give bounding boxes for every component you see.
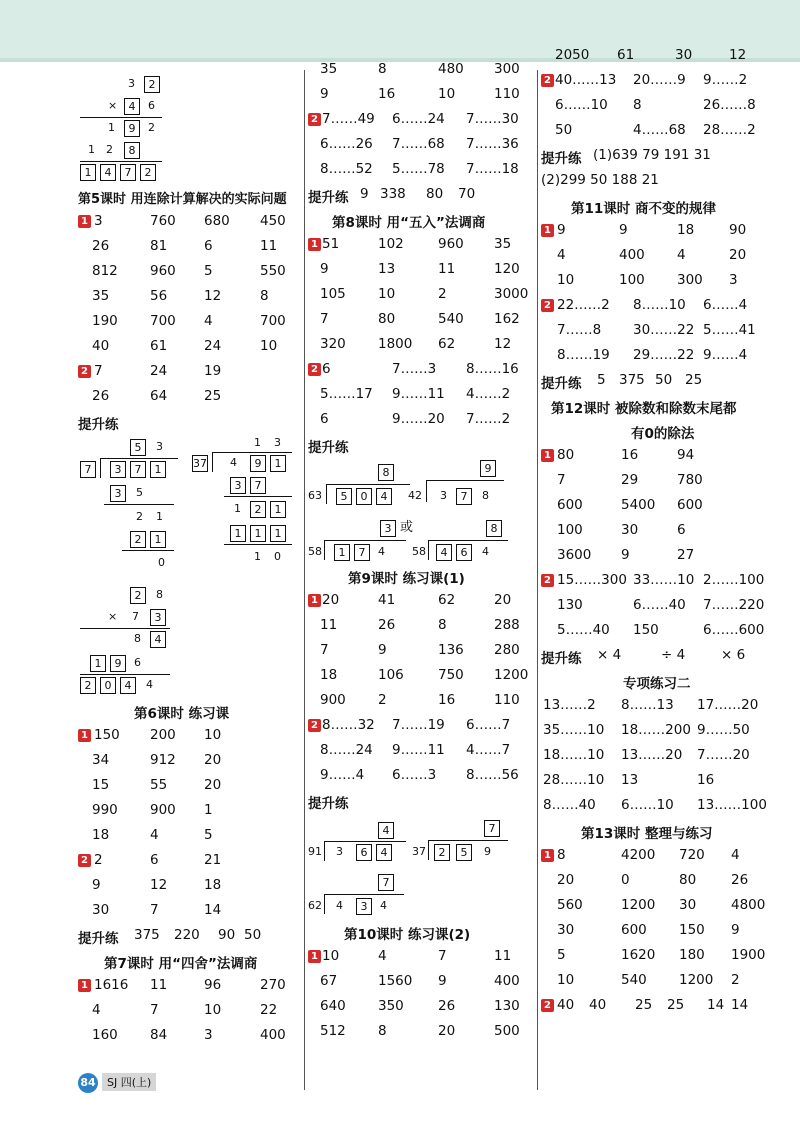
q1-row-1: 1 3 760 680 450	[78, 210, 300, 235]
q1-row-5: 190 700 4 700	[92, 313, 286, 329]
q1c-row-3: 600 5400 600	[557, 497, 703, 513]
calc-multiply-2: 2 8 × 7 3 8 4 1 9 6 2 0 4 4	[78, 581, 300, 695]
q2b-row-2: 9 12 18	[92, 877, 222, 893]
section-6-title: 第6课时 练习课	[134, 706, 230, 722]
q1b-row-5: 18 4 5	[92, 827, 213, 843]
tisheng-9-label: 提升练	[308, 796, 349, 812]
q2-row-2: 26 64 25	[92, 388, 222, 404]
column-3	[541, 44, 767, 1019]
q2b-row-3: 6 9……20 7……2	[320, 411, 511, 427]
q1b-row-1: 1 150 200 10	[78, 724, 300, 749]
section-9-title: 第9课时 练习课(1)	[348, 571, 465, 587]
q1c-row-1: 1 1616 11 96 270	[78, 974, 300, 999]
q1c-row-1: 1 20 41 62 20	[308, 589, 534, 614]
tisheng-row-1: 提升练 (1)639 79 191 31	[541, 147, 711, 167]
q1-row-3: 105 10 2 3000	[320, 286, 529, 302]
q1d-row-3: 640 350 26 130	[320, 998, 520, 1014]
q2-row-3: 50 4……68 28……2	[555, 122, 756, 138]
q1d-row-1: 1 8 4200 720 4	[541, 844, 767, 869]
q2b-row-2: 7……8 30……22 5……41	[557, 322, 756, 338]
q1d-row-2: 67 1560 9 400	[320, 973, 520, 989]
q1-row-2: 9 13 11 120	[320, 261, 520, 277]
zx-row-4: 28……10 13 16	[543, 772, 715, 788]
q2-row-1: 2 7……49 6……24 7……30	[308, 108, 534, 133]
q1c-row-1: 1 80 16 94	[541, 444, 767, 469]
q1-row-1: 1 51 102 960 35	[308, 233, 534, 258]
q2c-row-2: 130 6……40 7……220	[557, 597, 765, 613]
q1d-row-2: 20 0 80 26	[557, 872, 749, 888]
q1b-row-2: 34 912 20	[92, 752, 222, 768]
section-12-title-1: 第12课时 被除数和除数末尾都	[551, 401, 737, 417]
section-7-title: 第7课时 用“四舍”法调商	[104, 956, 258, 972]
q2-row-1: 2 7 24 19	[78, 360, 300, 385]
q1-row-5: 320 1800 62 12	[320, 336, 512, 352]
column-1	[78, 70, 300, 1049]
q2b-row-1: 2 22……2 8……10 6……4	[541, 294, 767, 319]
q1d-row-4: 30 600 150 9	[557, 922, 740, 938]
tisheng-8-label: 提升练	[308, 440, 349, 456]
q1b-row-4: 990 900 1	[92, 802, 213, 818]
q2b-row-1: 2 2 6 21	[78, 849, 300, 874]
q1d-row-4: 512 8 20 500	[320, 1023, 520, 1039]
q1-row-6: 40 61 24 10	[92, 338, 278, 354]
tisheng-row: 提升练 9 338 80 70	[308, 186, 476, 206]
q2-row-2: 6……26 7……68 7……36	[320, 136, 519, 152]
calc-divide-9: 4 91 3 6 4 7 37 2 5 9 7 62 4 3 4	[308, 814, 534, 920]
section-8-title: 第8课时 用“五入”法调商	[332, 215, 486, 231]
q1-row-2: 26 81 6 11	[92, 238, 278, 254]
zx-row-1: 13……2 8……13 17……20	[543, 697, 759, 713]
q2b-row-3: 8……19 29……22 9……4	[557, 347, 748, 363]
section-12-title-2: 有0的除法	[631, 426, 695, 442]
column-divider-2	[537, 70, 538, 1090]
q2-row-3: 8……52 5……78 7……18	[320, 161, 519, 177]
calc-divide-block: 5 3 7 3 7 1 3 5 2 1 2 1 0 1 3 37 4 9 1 3 7 1 2 1 1 1 1 1 0	[78, 435, 300, 581]
page-number: 84	[78, 1073, 98, 1093]
column-divider-1	[304, 70, 305, 1090]
section-10-title: 第10课时 练习课(2)	[344, 927, 471, 943]
top-row: 2050 61 30 12	[555, 47, 747, 63]
q1c-row-4: 18 106 750 1200	[320, 667, 529, 683]
q2d-row: 2 40 40 25 25 14 14	[541, 994, 767, 1019]
q2c-row-3: 5……40 150 6……600	[557, 622, 765, 638]
special-practice-title: 专项练习二	[623, 676, 691, 692]
q2-row-1: 2 40……13 20……9 9……2	[541, 69, 767, 94]
q1c-row-2: 4 7 10 22	[92, 1002, 278, 1018]
column-2	[308, 58, 534, 1045]
q2c-row-2: 8……24 9……11 4……7	[320, 742, 511, 758]
q1d-row-5: 5 1620 180 1900	[557, 947, 766, 963]
q1-row-3: 10 100 300 3	[557, 272, 738, 288]
q2-row-2: 6……10 8 26……8	[555, 97, 756, 113]
q1c-row-2: 11 26 8 288	[320, 617, 520, 633]
top-row-1: 35 8 480 300	[320, 61, 520, 77]
tisheng-11-row: 提升练 5 375 50 25	[541, 372, 703, 392]
q2b-row-2: 5……17 9……11 4……2	[320, 386, 511, 402]
q1-row-1: 1 9 9 18 90	[541, 219, 767, 244]
q1c-row-4: 100 30 6	[557, 522, 686, 538]
q1-row-2: 4 400 4 20	[557, 247, 747, 263]
tisheng-row-2: (2)299 50 188 21	[541, 172, 659, 188]
q1b-row-3: 15 55 20	[92, 777, 222, 793]
page-footer	[78, 1073, 156, 1093]
q1c-row-3: 160 84 3 400	[92, 1027, 286, 1043]
zx-row-2: 35……10 18……200 9……50	[543, 722, 750, 738]
book-label: SJ 四(上)	[102, 1073, 156, 1091]
tisheng-6-row: 提升练 375 220 90 50	[78, 927, 262, 947]
q1c-row-2: 7 29 780	[557, 472, 703, 488]
calc-multiply-1: 3 2 × 4 6 1 9 2 1 2 8 1 4 7 2	[78, 70, 300, 185]
section-13-title: 第13课时 整理与练习	[581, 826, 713, 842]
q1d-row-1: 1 10 4 7 11	[308, 945, 534, 970]
tisheng-label: 提升练	[78, 417, 119, 433]
q1c-row-3: 7 9 136 280	[320, 642, 520, 658]
q1c-row-5: 3600 9 27	[557, 547, 695, 563]
q1d-row-3: 560 1200 30 4800	[557, 897, 766, 913]
q1-row-4: 7 80 540 162	[320, 311, 520, 327]
calc-divide-8: 8 63 5 0 4 9 42 3 7 8 3 或 58 1 7 4 8 58 4 6 4	[308, 458, 534, 564]
q2c-row-3: 9……4 6……3 8……56	[320, 767, 519, 783]
q2c-row-1: 2 8……32 7……19 6……7	[308, 714, 534, 739]
q2c-row-1: 2 15……300 33……10 2……100	[541, 569, 767, 594]
q1-row-3: 812 960 5 550	[92, 263, 286, 279]
zx-row-5: 8……40 6……10 13……100	[543, 797, 767, 813]
q2b-row-1: 2 6 7……3 8……16	[308, 358, 534, 383]
q1-row-4: 35 56 12 8	[92, 288, 269, 304]
zx-row-3: 18……10 13……20 7……20	[543, 747, 750, 763]
q1c-row-5: 900 2 16 110	[320, 692, 520, 708]
top-row-2: 9 16 10 110	[320, 86, 520, 102]
section-5-title: 第5课时 用连除计算解决的实际问题	[78, 192, 287, 207]
q1d-row-6: 10 540 1200 2	[557, 972, 740, 988]
tisheng-12-row: 提升练 × 4 ÷ 4 × 6	[541, 647, 746, 667]
section-11-title: 第11课时 商不变的规律	[571, 201, 716, 217]
q2b-row-3: 30 7 14	[92, 902, 222, 918]
